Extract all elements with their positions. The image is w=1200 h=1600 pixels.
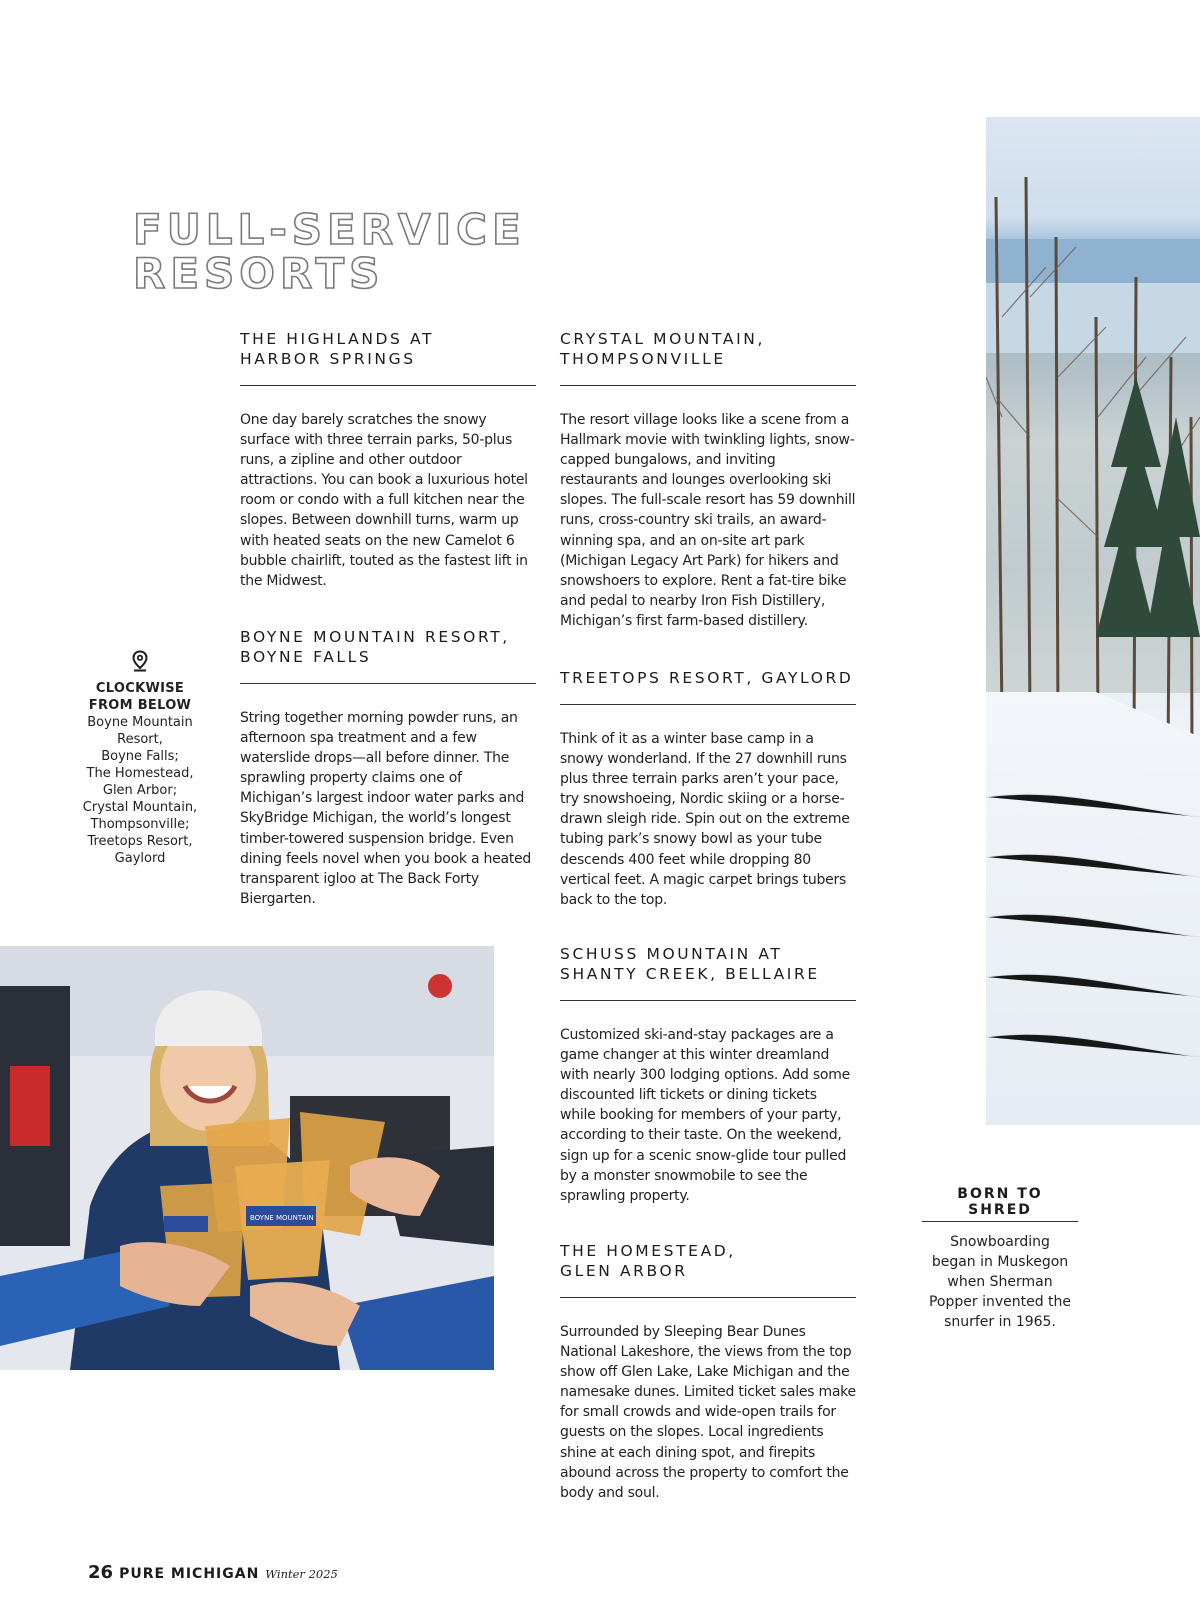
section-crystal-mountain bbox=[560, 329, 856, 631]
issue-date: Winter 2025 bbox=[265, 1567, 338, 1581]
magazine-name: PURE MICHIGAN bbox=[119, 1566, 260, 1582]
caption-body: Boyne Mountain Resort, Boyne Falls; The Homestead, Glen Arbor; Crystal Mountain, Thompsonville; Treetops Resort, Gaylord bbox=[82, 715, 198, 866]
section-heading: SCHUSS MOUNTAIN AT SHANTY CREEK, BELLAIRE bbox=[560, 945, 820, 983]
photo-boyne-mountain-toast bbox=[0, 946, 494, 1370]
page-footer bbox=[88, 1562, 338, 1583]
slope-illustration bbox=[986, 117, 1200, 1125]
section-divider bbox=[560, 385, 856, 386]
section-body: Customized ski-and-stay packages are a game changer at this winter dreamland with nearly 300 lodging options. Add some discounted lift tickets or dining tickets while booking for members of your party, according to their taste. On the weekend, sign up for a scenic snow-glide tour pulled by a monster snowmobile to see the sprawling property. bbox=[560, 1027, 850, 1204]
section-body: Think of it as a winter base camp in a snowy wonderland. If the 27 downhill runs plus three terrain parks aren’t your pace, try snowshoeing, Nordic skiing or a horse-drawn sleigh ride. Spin out on the extreme tubing park’s snowy bowl as your tube descends 400 feet while dropping 80 vertical feet. A magic carpet brings tubers back to the top. bbox=[560, 731, 850, 908]
section-treetops bbox=[560, 668, 856, 910]
page-title: FULL-SERVICE RESORTS bbox=[133, 205, 526, 298]
section-divider bbox=[560, 1000, 856, 1001]
section-heading: BOYNE MOUNTAIN RESORT, BOYNE FALLS bbox=[240, 628, 510, 666]
sidebar-heading: BORN TO SHRED bbox=[922, 1186, 1078, 1222]
section-heading: THE HIGHLANDS AT HARBOR SPRINGS bbox=[240, 330, 435, 368]
section-highlands bbox=[240, 329, 536, 591]
toast-illustration bbox=[0, 946, 494, 1370]
section-divider bbox=[560, 1297, 856, 1298]
section-divider bbox=[560, 704, 856, 705]
section-heading: CRYSTAL MOUNTAIN, THOMPSONVILLE bbox=[560, 330, 766, 368]
caption-heading: CLOCKWISE FROM BELOW bbox=[88, 681, 192, 713]
section-body: Surrounded by Sleeping Bear Dunes National Lakeshore, the views from the top show off Glen Lake, Lake Michigan and the namesake dunes. Limited ticket sales make for small crowds and wide-open trails for guests on the slopes. Local ingredients shine at each dining spot, and firepits abound across the property to comfort the body and soul. bbox=[560, 1324, 856, 1501]
map-pin-icon bbox=[130, 650, 150, 672]
photo-caption bbox=[78, 650, 202, 867]
section-divider bbox=[240, 683, 536, 684]
section-homestead bbox=[560, 1241, 856, 1503]
section-schuss-mountain bbox=[560, 944, 856, 1206]
photo-crystal-mountain-slope bbox=[986, 117, 1200, 1125]
section-divider bbox=[240, 385, 536, 386]
sidebar-fact bbox=[922, 1186, 1078, 1332]
section-body: String together morning powder runs, an afternoon spa treatment and a few waterslide drops—all before dinner. The sprawling property claims one of Michigan’s largest indoor water parks and SkyBridge Michigan, the world’s longest timber-towered suspension bridge. Even dining feels novel when you book a heated transparent igloo at The Back Forty Biergarten. bbox=[240, 710, 532, 907]
cup-logo-text: BOYNE MOUNTAIN bbox=[250, 1214, 314, 1222]
page-number: 26 bbox=[88, 1562, 114, 1583]
section-body: One day barely scratches the snowy surface with three terrain parks, 50-plus runs, a zipline and other outdoor attractions. You can book a luxurious hotel room or condo with a full kitchen near the slopes. Between downhill turns, warm up with heated seats on the new Camelot 6 bubble chairlift, touted as the fastest lift in the Midwest. bbox=[240, 412, 528, 589]
section-boyne-mountain bbox=[240, 627, 536, 909]
section-body: The resort village looks like a scene from a Hallmark movie with twinkling lights, snow-capped bungalows, and inviting restaurants and lounges overlooking ski slopes. The full-scale resort has 59 downhill runs, cross-country ski trails, an award-winning spa, and an on-site art park (Michigan Legacy Art Park) for hikers and snowshoers to explore. Rent a fat-tire bike and pedal to nearby Iron Fish Distillery, Michigan’s first farm-based distillery. bbox=[560, 412, 856, 629]
sidebar-body: Snowboarding began in Muskegon when Sherman Popper invented the snurfer in 1965. bbox=[928, 1234, 1072, 1330]
section-heading: THE HOMESTEAD, GLEN ARBOR bbox=[560, 1242, 736, 1280]
section-heading: TREETOPS RESORT, GAYLORD bbox=[560, 669, 854, 687]
